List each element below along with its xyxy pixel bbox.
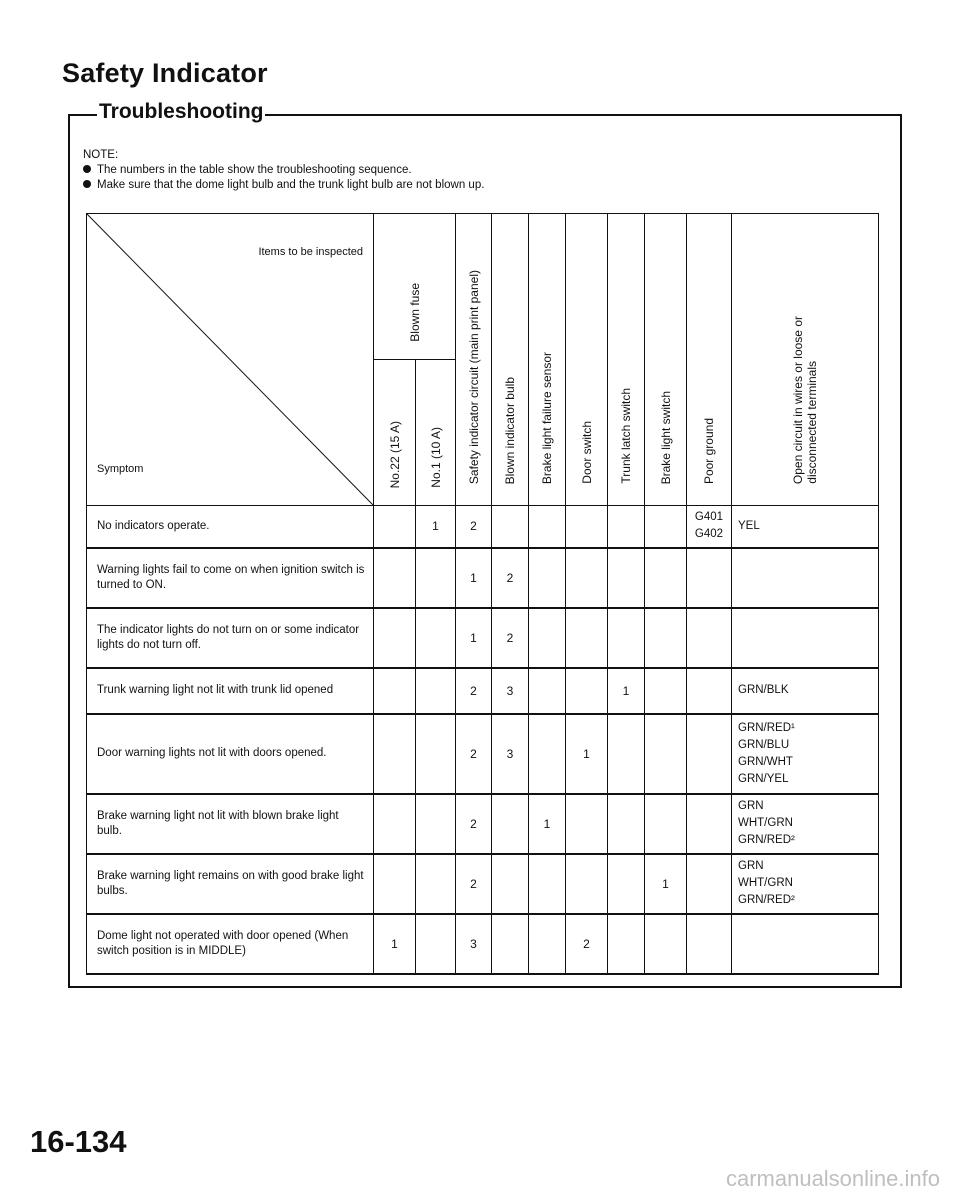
cell-brake-sensor: 1 bbox=[529, 794, 566, 854]
wire-code: GRN/BLK bbox=[738, 684, 789, 696]
cell-fuse-1 bbox=[416, 608, 456, 668]
wire-code: GRN/RED² bbox=[738, 894, 795, 906]
header-text: Poor ground bbox=[702, 417, 716, 484]
cell-trunk-switch bbox=[608, 506, 645, 548]
header-brake-sensor bbox=[529, 214, 566, 506]
cell-trunk-switch bbox=[608, 914, 645, 974]
header-text: No.1 (10 A) bbox=[428, 427, 443, 488]
wire-code: WHT/GRN bbox=[738, 817, 793, 829]
cell-brake-switch: 1 bbox=[645, 854, 687, 914]
cell-brake-sensor bbox=[529, 914, 566, 974]
header-blown-fuse bbox=[374, 214, 456, 360]
cell-safety-circuit: 1 bbox=[456, 608, 492, 668]
ground-code: G401 bbox=[694, 511, 724, 524]
cell-brake-sensor bbox=[529, 668, 566, 714]
cell-open-circuit bbox=[732, 506, 879, 548]
cell-fuse-1: 1 bbox=[416, 506, 456, 548]
header-fuse-22 bbox=[374, 360, 416, 506]
cell-poor-ground bbox=[687, 506, 732, 548]
watermark: carmanualsonline.info bbox=[725, 1166, 940, 1191]
cell-blown-bulb: 2 bbox=[492, 548, 529, 608]
cell-door-switch bbox=[566, 794, 608, 854]
note-item bbox=[83, 163, 484, 178]
wire-code: GRN/RED² bbox=[738, 834, 795, 846]
cell-safety-circuit: 2 bbox=[456, 794, 492, 854]
wire-code: GRN bbox=[738, 860, 764, 872]
cell-brake-switch bbox=[645, 668, 687, 714]
cell-trunk-switch bbox=[608, 714, 645, 794]
cell-poor-ground bbox=[687, 794, 732, 854]
cell-fuse-22 bbox=[374, 854, 416, 914]
header-trunk-switch bbox=[608, 214, 645, 506]
symptom-cell: Trunk warning light not lit with trunk lid opened bbox=[87, 668, 374, 714]
ground-code: G402 bbox=[694, 528, 724, 541]
cell-fuse-22 bbox=[374, 668, 416, 714]
cell-fuse-22 bbox=[374, 548, 416, 608]
note-text: The numbers in the table show the troubleshooting sequence. bbox=[97, 164, 412, 176]
cell-open-circuit bbox=[732, 914, 879, 974]
cell-open-circuit bbox=[732, 794, 879, 854]
cell-poor-ground bbox=[687, 854, 732, 914]
wire-code: WHT/GRN bbox=[738, 877, 793, 889]
cell-safety-circuit: 2 bbox=[456, 854, 492, 914]
frame-top-line-left bbox=[68, 114, 100, 116]
troubleshooting-table bbox=[86, 213, 879, 975]
cell-poor-ground bbox=[687, 548, 732, 608]
header-fuse-1 bbox=[416, 360, 456, 506]
cell-blown-bulb bbox=[492, 794, 529, 854]
cell-poor-ground bbox=[687, 714, 732, 794]
cell-safety-circuit: 1 bbox=[456, 548, 492, 608]
cell-blown-bulb: 3 bbox=[492, 714, 529, 794]
cell-door-switch bbox=[566, 548, 608, 608]
cell-brake-switch bbox=[645, 914, 687, 974]
symptom-cell: Warning lights fail to come on when ignition switch is turned to ON. bbox=[87, 548, 374, 608]
cell-open-circuit bbox=[732, 668, 879, 714]
cell-trunk-switch bbox=[608, 854, 645, 914]
section-title: Troubleshooting bbox=[99, 100, 264, 123]
table-row bbox=[87, 714, 879, 794]
cell-fuse-1 bbox=[416, 548, 456, 608]
cell-poor-ground bbox=[687, 608, 732, 668]
symptom-cell: Dome light not operated with door opened (When switch position is in MIDDLE) bbox=[87, 914, 374, 974]
corner-cell bbox=[87, 214, 374, 506]
header-text: Blown indicator bulb bbox=[503, 376, 517, 484]
wire-code: GRN/YEL bbox=[738, 772, 789, 785]
header-text: Safety indicator circuit (main print panel) bbox=[466, 269, 481, 484]
cell-trunk-switch bbox=[608, 548, 645, 608]
cell-fuse-22 bbox=[374, 714, 416, 794]
cell-brake-sensor bbox=[529, 608, 566, 668]
note-text: Make sure that the dome light bulb and the trunk light bulb are not blown up. bbox=[97, 179, 485, 191]
symptom-cell: Brake warning light not lit with blown brake light bulb. bbox=[87, 794, 374, 854]
bullet-icon bbox=[83, 180, 91, 188]
cell-brake-switch bbox=[645, 506, 687, 548]
cell-brake-switch bbox=[645, 548, 687, 608]
cell-blown-bulb bbox=[492, 914, 529, 974]
table-row bbox=[87, 794, 879, 854]
cell-fuse-22 bbox=[374, 794, 416, 854]
symptom-cell: Door warning lights not lit with doors opened. bbox=[87, 714, 374, 794]
table-row bbox=[87, 548, 879, 608]
cell-open-circuit bbox=[732, 854, 879, 914]
cell-door-switch: 1 bbox=[566, 714, 608, 794]
cell-trunk-switch bbox=[608, 794, 645, 854]
symptom-cell: No indicators operate. bbox=[87, 506, 374, 548]
cell-brake-sensor bbox=[529, 548, 566, 608]
cell-fuse-22: 1 bbox=[374, 914, 416, 974]
cell-fuse-1 bbox=[416, 714, 456, 794]
cell-blown-bulb bbox=[492, 506, 529, 548]
header-poor-ground bbox=[687, 214, 732, 506]
cell-brake-switch bbox=[645, 794, 687, 854]
cell-brake-sensor bbox=[529, 506, 566, 548]
wire-code: GRN bbox=[738, 800, 764, 812]
cell-door-switch bbox=[566, 608, 608, 668]
items-to-be-inspected-label: Items to be inspected bbox=[258, 246, 363, 258]
page-number: 16-134 bbox=[30, 1124, 127, 1159]
cell-brake-switch bbox=[645, 714, 687, 794]
table-row bbox=[87, 608, 879, 668]
header-text: Blown fuse bbox=[407, 283, 422, 342]
cell-poor-ground bbox=[687, 668, 732, 714]
header-text: disconnected terminals bbox=[805, 361, 819, 484]
header-text: Brake light failure sensor bbox=[540, 351, 554, 484]
header-safety-circuit bbox=[456, 214, 492, 506]
cell-trunk-switch: 1 bbox=[608, 668, 645, 714]
cell-fuse-1 bbox=[416, 668, 456, 714]
bullet-icon bbox=[83, 165, 91, 173]
symptom-label: Symptom bbox=[97, 463, 144, 475]
header-text: Open circuit in wires or loose or bbox=[791, 315, 805, 484]
header-text: Brake light switch bbox=[658, 390, 673, 484]
symptom-cell: Brake warning light remains on with good brake light bulbs. bbox=[87, 854, 374, 914]
table-row bbox=[87, 668, 879, 714]
cell-fuse-1 bbox=[416, 794, 456, 854]
wire-code: GRN/WHT bbox=[738, 755, 793, 768]
cell-brake-sensor bbox=[529, 854, 566, 914]
notes-block bbox=[83, 148, 484, 193]
cell-fuse-1 bbox=[416, 914, 456, 974]
wire-code: GRN/BLU bbox=[738, 738, 790, 751]
table-row bbox=[87, 506, 879, 548]
cell-fuse-22 bbox=[374, 506, 416, 548]
symptom-cell: The indicator lights do not turn on or some indicator lights do not turn off. bbox=[87, 608, 374, 668]
cell-poor-ground bbox=[687, 914, 732, 974]
cell-safety-circuit: 2 bbox=[456, 714, 492, 794]
cell-open-circuit bbox=[732, 548, 879, 608]
cell-brake-sensor bbox=[529, 714, 566, 794]
header-blown-bulb bbox=[492, 214, 529, 506]
wire-code: YEL bbox=[738, 519, 760, 532]
cell-blown-bulb bbox=[492, 854, 529, 914]
table-body bbox=[87, 506, 879, 974]
cell-safety-circuit: 3 bbox=[456, 914, 492, 974]
note-item bbox=[83, 178, 484, 193]
header-text: Door switch bbox=[579, 421, 594, 484]
cell-fuse-1 bbox=[416, 854, 456, 914]
cell-open-circuit bbox=[732, 608, 879, 668]
cell-blown-bulb: 3 bbox=[492, 668, 529, 714]
header-text: No.22 (15 A) bbox=[387, 420, 402, 488]
page-title: Safety Indicator bbox=[62, 58, 268, 88]
cell-door-switch bbox=[566, 854, 608, 914]
table-row bbox=[87, 914, 879, 974]
cell-fuse-22 bbox=[374, 608, 416, 668]
cell-brake-switch bbox=[645, 608, 687, 668]
cell-door-switch: 2 bbox=[566, 914, 608, 974]
cell-door-switch bbox=[566, 506, 608, 548]
cell-open-circuit bbox=[732, 714, 879, 794]
wire-code: GRN/RED¹ bbox=[738, 721, 795, 734]
cell-safety-circuit: 2 bbox=[456, 506, 492, 548]
table-row bbox=[87, 854, 879, 914]
cell-trunk-switch bbox=[608, 608, 645, 668]
cell-door-switch bbox=[566, 668, 608, 714]
header-text: Trunk latch switch bbox=[619, 388, 633, 484]
header-brake-switch bbox=[645, 214, 687, 506]
cell-safety-circuit: 2 bbox=[456, 668, 492, 714]
frame-top-line-right bbox=[262, 114, 902, 116]
header-open-circuit bbox=[732, 214, 879, 506]
header-door-switch bbox=[566, 214, 608, 506]
cell-blown-bulb: 2 bbox=[492, 608, 529, 668]
note-title: NOTE: bbox=[83, 149, 119, 161]
